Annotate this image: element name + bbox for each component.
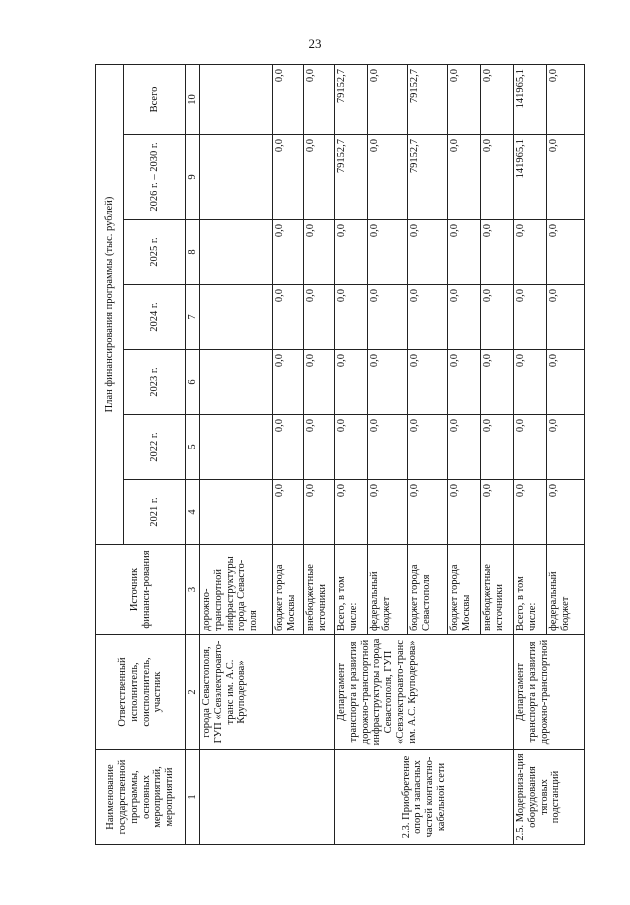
value-cell: 0,0 bbox=[448, 220, 481, 285]
value-cell: 0,0 bbox=[272, 415, 303, 480]
value-cell: 0,0 bbox=[368, 135, 408, 220]
page-number: 23 bbox=[308, 36, 322, 51]
value-cell: 0,0 bbox=[481, 480, 514, 545]
value-cell: 0,0 bbox=[368, 65, 408, 135]
table-row bbox=[335, 65, 368, 845]
value-cell: 141965,1 bbox=[514, 65, 547, 135]
financing-table bbox=[95, 64, 585, 845]
value-cell: 0,0 bbox=[547, 415, 585, 480]
index-cell: 8 bbox=[186, 220, 200, 285]
value-cell: 0,0 bbox=[335, 285, 368, 350]
value-cell: 0,0 bbox=[335, 415, 368, 480]
value-cell: 0,0 bbox=[272, 285, 303, 350]
source-cell: федеральный бюджет bbox=[547, 545, 585, 635]
value-cell: 0,0 bbox=[514, 415, 547, 480]
value-cell: 0,0 bbox=[481, 135, 514, 220]
value-cell: 0,0 bbox=[335, 480, 368, 545]
index-cell: 6 bbox=[186, 350, 200, 415]
value-cell: 0,0 bbox=[448, 350, 481, 415]
value-cell: 0,0 bbox=[272, 220, 303, 285]
source-cell: внебюджетные источники bbox=[481, 545, 514, 635]
source-cell: Всего, в том числе: bbox=[514, 545, 547, 635]
value-cell: 79152,7 bbox=[408, 135, 448, 220]
value-cell bbox=[200, 220, 273, 285]
value-cell: 0,0 bbox=[303, 220, 334, 285]
header-financing-plan: План финансирования программы (тыс. рублей) bbox=[96, 65, 124, 545]
value-cell: 0,0 bbox=[448, 285, 481, 350]
value-cell: 0,0 bbox=[368, 220, 408, 285]
value-cell: 0,0 bbox=[303, 350, 334, 415]
header-year-2023: 2023 г. bbox=[124, 350, 186, 415]
value-cell bbox=[200, 135, 273, 220]
program-name-cell bbox=[200, 750, 335, 845]
index-cell: 3 bbox=[186, 545, 200, 635]
value-cell bbox=[200, 480, 273, 545]
value-cell: 0,0 bbox=[303, 285, 334, 350]
value-cell: 0,0 bbox=[448, 135, 481, 220]
value-cell bbox=[200, 415, 273, 480]
value-cell: 79152,7 bbox=[408, 65, 448, 135]
index-cell: 1 bbox=[186, 750, 200, 845]
value-cell: 79152,7 bbox=[335, 65, 368, 135]
value-cell: 0,0 bbox=[448, 480, 481, 545]
value-cell: 0,0 bbox=[547, 480, 585, 545]
value-cell: 141965,1 bbox=[514, 135, 547, 220]
value-cell: 0,0 bbox=[514, 350, 547, 415]
value-cell: 0,0 bbox=[368, 480, 408, 545]
value-cell: 0,0 bbox=[303, 480, 334, 545]
value-cell: 0,0 bbox=[547, 135, 585, 220]
value-cell: 0,0 bbox=[514, 480, 547, 545]
value-cell bbox=[200, 65, 273, 135]
header-year-2026-2030: 2026 г. – 2030 г. bbox=[124, 135, 186, 220]
value-cell: 0,0 bbox=[368, 350, 408, 415]
value-cell: 0,0 bbox=[335, 220, 368, 285]
value-cell: 0,0 bbox=[408, 285, 448, 350]
source-cell: внебюджетные источники bbox=[303, 545, 334, 635]
value-cell: 0,0 bbox=[408, 480, 448, 545]
value-cell: 0,0 bbox=[481, 350, 514, 415]
value-cell: 0,0 bbox=[547, 350, 585, 415]
value-cell: 0,0 bbox=[272, 480, 303, 545]
value-cell: 0,0 bbox=[303, 65, 334, 135]
executor-cell: Департамент транспорта и развития дорожно-транспортной bbox=[514, 635, 585, 750]
header-year-2025: 2025 г. bbox=[124, 220, 186, 285]
index-cell: 10 bbox=[186, 65, 200, 135]
value-cell: 79152,7 bbox=[335, 135, 368, 220]
index-cell: 7 bbox=[186, 285, 200, 350]
source-cell: бюджет города Севастополя bbox=[408, 545, 448, 635]
source-cell: Всего, в том числе: bbox=[335, 545, 368, 635]
program-name-cell: 2.3. Приобретение опор и запасных частей контактно-кабельной сети bbox=[335, 750, 514, 845]
value-cell: 0,0 bbox=[272, 350, 303, 415]
program-name-cell: 2.5. Модерниза-ция оборудования тяговых подстанций bbox=[514, 750, 585, 845]
index-cell: 2 bbox=[186, 635, 200, 750]
source-cell: бюджет города Москвы bbox=[448, 545, 481, 635]
header-year-2024: 2024 г. bbox=[124, 285, 186, 350]
value-cell: 0,0 bbox=[514, 220, 547, 285]
value-cell: 0,0 bbox=[547, 220, 585, 285]
value-cell: 0,0 bbox=[514, 285, 547, 350]
value-cell: 0,0 bbox=[481, 285, 514, 350]
header-executor: Ответственный исполнитель, соисполнитель, участник bbox=[96, 635, 186, 750]
value-cell: 0,0 bbox=[368, 285, 408, 350]
value-cell: 0,0 bbox=[481, 65, 514, 135]
value-cell bbox=[200, 350, 273, 415]
column-index-row bbox=[186, 65, 200, 845]
value-cell: 0,0 bbox=[481, 220, 514, 285]
header-source: Источник финанси-рования bbox=[96, 545, 186, 635]
rotated-table-container bbox=[95, 65, 585, 845]
value-cell: 0,0 bbox=[408, 350, 448, 415]
value-cell bbox=[200, 285, 273, 350]
source-cell: бюджет города Москвы bbox=[272, 545, 303, 635]
source-cell: дорожно-транспортной инфраструктуры города Севасто-поля bbox=[200, 545, 273, 635]
index-cell: 5 bbox=[186, 415, 200, 480]
value-cell: 0,0 bbox=[335, 350, 368, 415]
header-total: Всего bbox=[124, 65, 186, 135]
executor-cell: города Севастополя, ГУП «Севэлектроавто-транс им. А.С. Круподерова» bbox=[200, 635, 335, 750]
value-cell: 0,0 bbox=[303, 135, 334, 220]
header-year-2022: 2022 г. bbox=[124, 415, 186, 480]
value-cell: 0,0 bbox=[448, 415, 481, 480]
value-cell: 0,0 bbox=[547, 65, 585, 135]
index-cell: 4 bbox=[186, 480, 200, 545]
value-cell: 0,0 bbox=[368, 415, 408, 480]
value-cell: 0,0 bbox=[481, 415, 514, 480]
value-cell: 0,0 bbox=[547, 285, 585, 350]
value-cell: 0,0 bbox=[272, 65, 303, 135]
value-cell: 0,0 bbox=[303, 415, 334, 480]
value-cell: 0,0 bbox=[272, 135, 303, 220]
header-year-2021: 2021 г. bbox=[124, 480, 186, 545]
header-program-name: Наименование государственной программы, основных мероприятий, мероприятий bbox=[96, 750, 186, 845]
value-cell: 0,0 bbox=[408, 415, 448, 480]
table-row bbox=[514, 65, 547, 845]
source-cell: федеральный бюджет bbox=[368, 545, 408, 635]
table-row bbox=[200, 65, 273, 845]
executor-cell: Департамент транспорта и развития дорожно-транспортной инфраструктуры города Севастополя, ГУП «Севэлектроавто-транс им. А.С. Круподерова» bbox=[335, 635, 514, 750]
value-cell: 0,0 bbox=[408, 220, 448, 285]
value-cell: 0,0 bbox=[448, 65, 481, 135]
index-cell: 9 bbox=[186, 135, 200, 220]
